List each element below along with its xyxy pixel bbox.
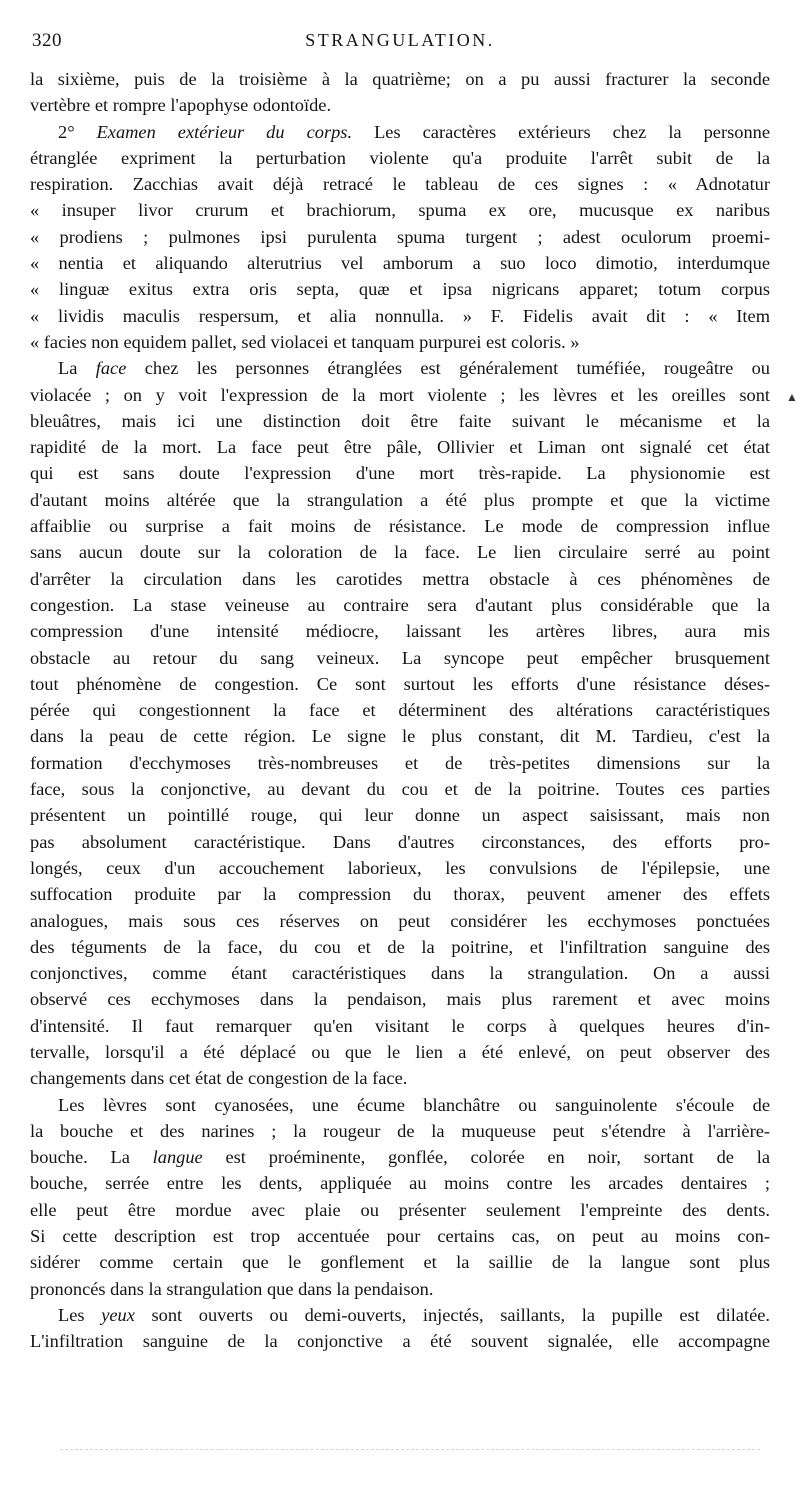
text-line: d'arrêter la circulation dans les carotides mettra obstacle à ces phénomènes de: [30, 568, 770, 589]
text-line: bouche. La langue est proéminente, gonflée, colorée en noir, sortant de la: [30, 1147, 770, 1168]
text-line: Les lèvres sont cyanosées, une écume blanchâtre ou sanguinolente s'écoule de: [58, 1094, 770, 1115]
text-line: obstacle au retour du sang veineux. La syncope peut empêcher brusquement: [30, 647, 770, 668]
text-line: la bouche et des narines ; la rougeur de la muqueuse peut s'étendre à l'arrière-: [30, 1120, 770, 1141]
text-line: sans aucun doute sur la coloration de la face. Le lien circulaire serré au point: [30, 542, 770, 563]
text-line: des téguments de la face, du cou et de la poitrine, et l'infiltration sanguine des: [30, 936, 770, 957]
text-line: suffocation produite par la compression du thorax, peuvent amener des effets: [30, 884, 770, 905]
running-head: STRANGULATION.: [305, 30, 495, 50]
quote-line: « facies non equidem pallet, sed violacei et tanquam purpurei est coloris. »: [30, 331, 580, 352]
text-line: pérée qui congestionnent la face et déterminent des altérations caractéristiques: [30, 700, 770, 721]
page-header: [32, 30, 768, 58]
text-line: d'intensité. Il faut remarquer qu'en visitant le corps à quelques heures d'in-: [30, 1015, 770, 1036]
text-line: bleuâtres, mais ici une distinction doit être faite suivant le mécanisme et la: [30, 410, 770, 431]
text-line: observé ces ecchymoses dans la pendaison, mais plus rarement et avec moins: [30, 989, 770, 1010]
text-line: sidérer comme certain que le gonflement et la saillie de la langue sont plus: [30, 1252, 770, 1273]
text-line: La face chez les personnes étranglées est généralement tuméfiée, rougeâtre ou: [58, 358, 770, 379]
text-line: changements dans cet état de congestion de la face.: [30, 1068, 408, 1089]
text-line: présentent un pointillé rouge, qui leur donne un aspect saisissant, mais non: [30, 805, 770, 826]
text-line: la sixième, puis de la troisième à la quatrième; on a pu aussi fracturer la seconde: [30, 69, 770, 89]
text-line: d'autant moins altérée que la strangulation a été plus prompte et que la victime: [30, 489, 770, 510]
text-line: pas absolument caractéristique. Dans d'autres circonstances, des efforts pro-: [30, 831, 770, 852]
text-line: longés, ceux d'un accouchement laborieux, les convulsions de l'épilepsie, une: [30, 857, 770, 878]
text-line: compression d'une intensité médiocre, laissant les artères libres, aura mis: [30, 621, 770, 642]
text-line: dans la peau de cette région. Le signe le plus constant, dit M. Tardieu, c'est la: [30, 726, 770, 747]
text-line: vertèbre et rompre l'apophyse odontoïde.: [30, 95, 332, 116]
text-line: prononcés dans la strangulation que dans la pendaison.: [30, 1278, 434, 1299]
text-line: Les yeux sont ouverts ou demi-ouverts, injectés, saillants, la pupille est dilatée.: [58, 1304, 770, 1325]
quote-line: « nentia et aliquando alterutrius vel amborum a suo loco dimotio, interdumque: [30, 253, 770, 274]
text-line: qui est sans doute l'expression d'une mort très-rapide. La physionomie est: [30, 463, 770, 484]
text-line: rapidité de la mort. La face peut être pâle, Ollivier et Liman ont signalé cet état: [30, 437, 770, 458]
text-line: formation d'ecchymoses très-nombreuses et de très-petites dimensions sur la: [30, 752, 770, 773]
quote-line: « lividis maculis respersum, et alia nonnulla. » F. Fidelis avait dit : « Item: [30, 305, 770, 326]
quote-line: « prodiens ; pulmones ipsi purulenta spuma turgent ; adest oculorum proemi-: [30, 226, 770, 247]
quote-line: « linguæ exitus extra oris septa, quæ et ipsa nigricans apparet; totum corpus: [30, 279, 770, 300]
text-line: étranglée expriment la perturbation violente qu'a produite l'arrêt subit de la: [30, 147, 770, 168]
text-line: respiration. Zacchias avait déjà retracé le tableau de ces signes : « Adnotatur: [30, 174, 770, 195]
text-line: tervalle, lorsqu'il a été déplacé ou que le lien a été enlevé, on peut observer des: [30, 1041, 770, 1062]
text-line: L'infiltration sanguine de la conjonctive a été souvent signalée, elle accompagne: [30, 1331, 770, 1352]
scan-artifact-line: [60, 1445, 760, 1450]
text-line: Si cette description est trop accentuée pour certains cas, on peut au moins con-: [30, 1226, 770, 1247]
text-line: face, sous la conjonctive, au devant du cou et de la poitrine. Toutes ces parties: [30, 779, 770, 800]
margin-mark: ▲: [786, 390, 798, 404]
text-line: congestion. La stase veineuse au contraire sera d'autant plus considérable que la: [30, 594, 770, 615]
page-number: 320: [32, 30, 62, 51]
text-line: violacée ; on y voit l'expression de la mort violente ; les lèvres et les oreilles sont: [30, 384, 770, 405]
text-line: bouche, serrée entre les dents, appliquée au moins contre les arcades dentaires ;: [30, 1173, 770, 1194]
text-line: conjonctives, comme étant caractéristiques dans la strangulation. On a aussi: [30, 963, 770, 984]
text-line: 2° Examen extérieur du corps. Les caractères extérieurs chez la personne: [58, 121, 770, 142]
text-line: analogues, mais sous ces réserves on peut considérer les ecchymoses ponctuées: [30, 910, 770, 931]
body-text: [30, 66, 770, 1355]
text-line: affaiblie ou surprise a fait moins de résistance. Le mode de compression influe: [30, 516, 770, 537]
text-line: tout phénomène de congestion. Ce sont surtout les efforts d'une résistance déses-: [30, 673, 770, 694]
text-line: elle peut être mordue avec plaie ou présenter seulement l'empreinte des dents.: [30, 1199, 770, 1220]
quote-line: « insuper livor crurum et brachiorum, spuma ex ore, mucusque ex naribus: [30, 200, 770, 221]
